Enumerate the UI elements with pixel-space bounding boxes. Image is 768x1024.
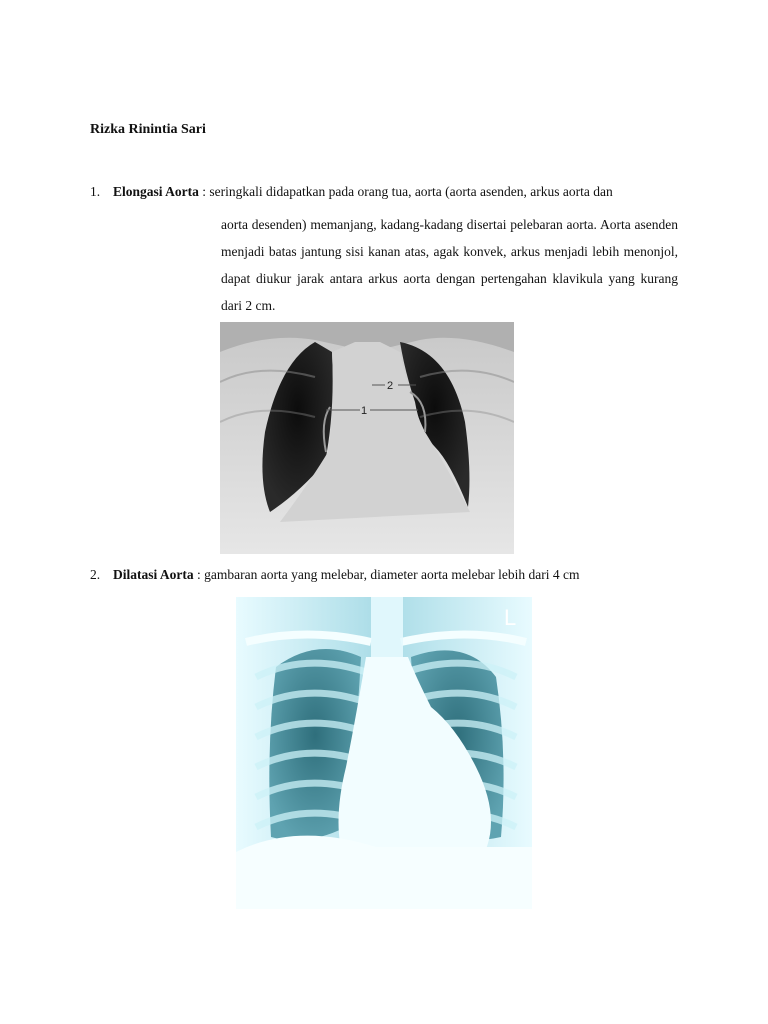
xray-side-marker: L — [504, 605, 517, 630]
xray-image-dilatasi — [236, 597, 532, 909]
xray-label-2: 2 — [387, 380, 394, 392]
xray-dilatasi-drawing — [236, 597, 532, 909]
xray-label-1: 1 — [361, 405, 368, 417]
item-term: Dilatasi Aorta — [113, 567, 194, 582]
item-term: Elongasi Aorta — [113, 184, 199, 199]
item-first-line — [113, 184, 613, 200]
xray-elongasi-drawing — [220, 322, 514, 554]
item-definition-start: : seringkali didapatkan pada orang tua, aorta (aorta asenden, arkus aorta dan — [198, 184, 613, 199]
item-first-line — [113, 567, 580, 583]
author-name: Rizka Rinintia Sari — [90, 122, 206, 137]
item-definition-continuation: aorta desenden) memanjang, kadang-kadang disertai pelebaran aorta. Aorta asenden menjadi batas jantung sisi kanan atas, agak konvek, arkus menjadi lebih menonjol, dapat diukur jarak antara arkus aorta dengan pertengahan klavikula yang kurang dari 2 cm. — [221, 217, 678, 313]
xray-image-elongasi — [220, 322, 514, 554]
item-number: 1. — [90, 184, 101, 199]
item-number: 2. — [90, 567, 101, 582]
item-definition-text: : gambaran aorta yang melebar, diameter aorta melebar lebih dari 4 cm — [193, 567, 580, 582]
